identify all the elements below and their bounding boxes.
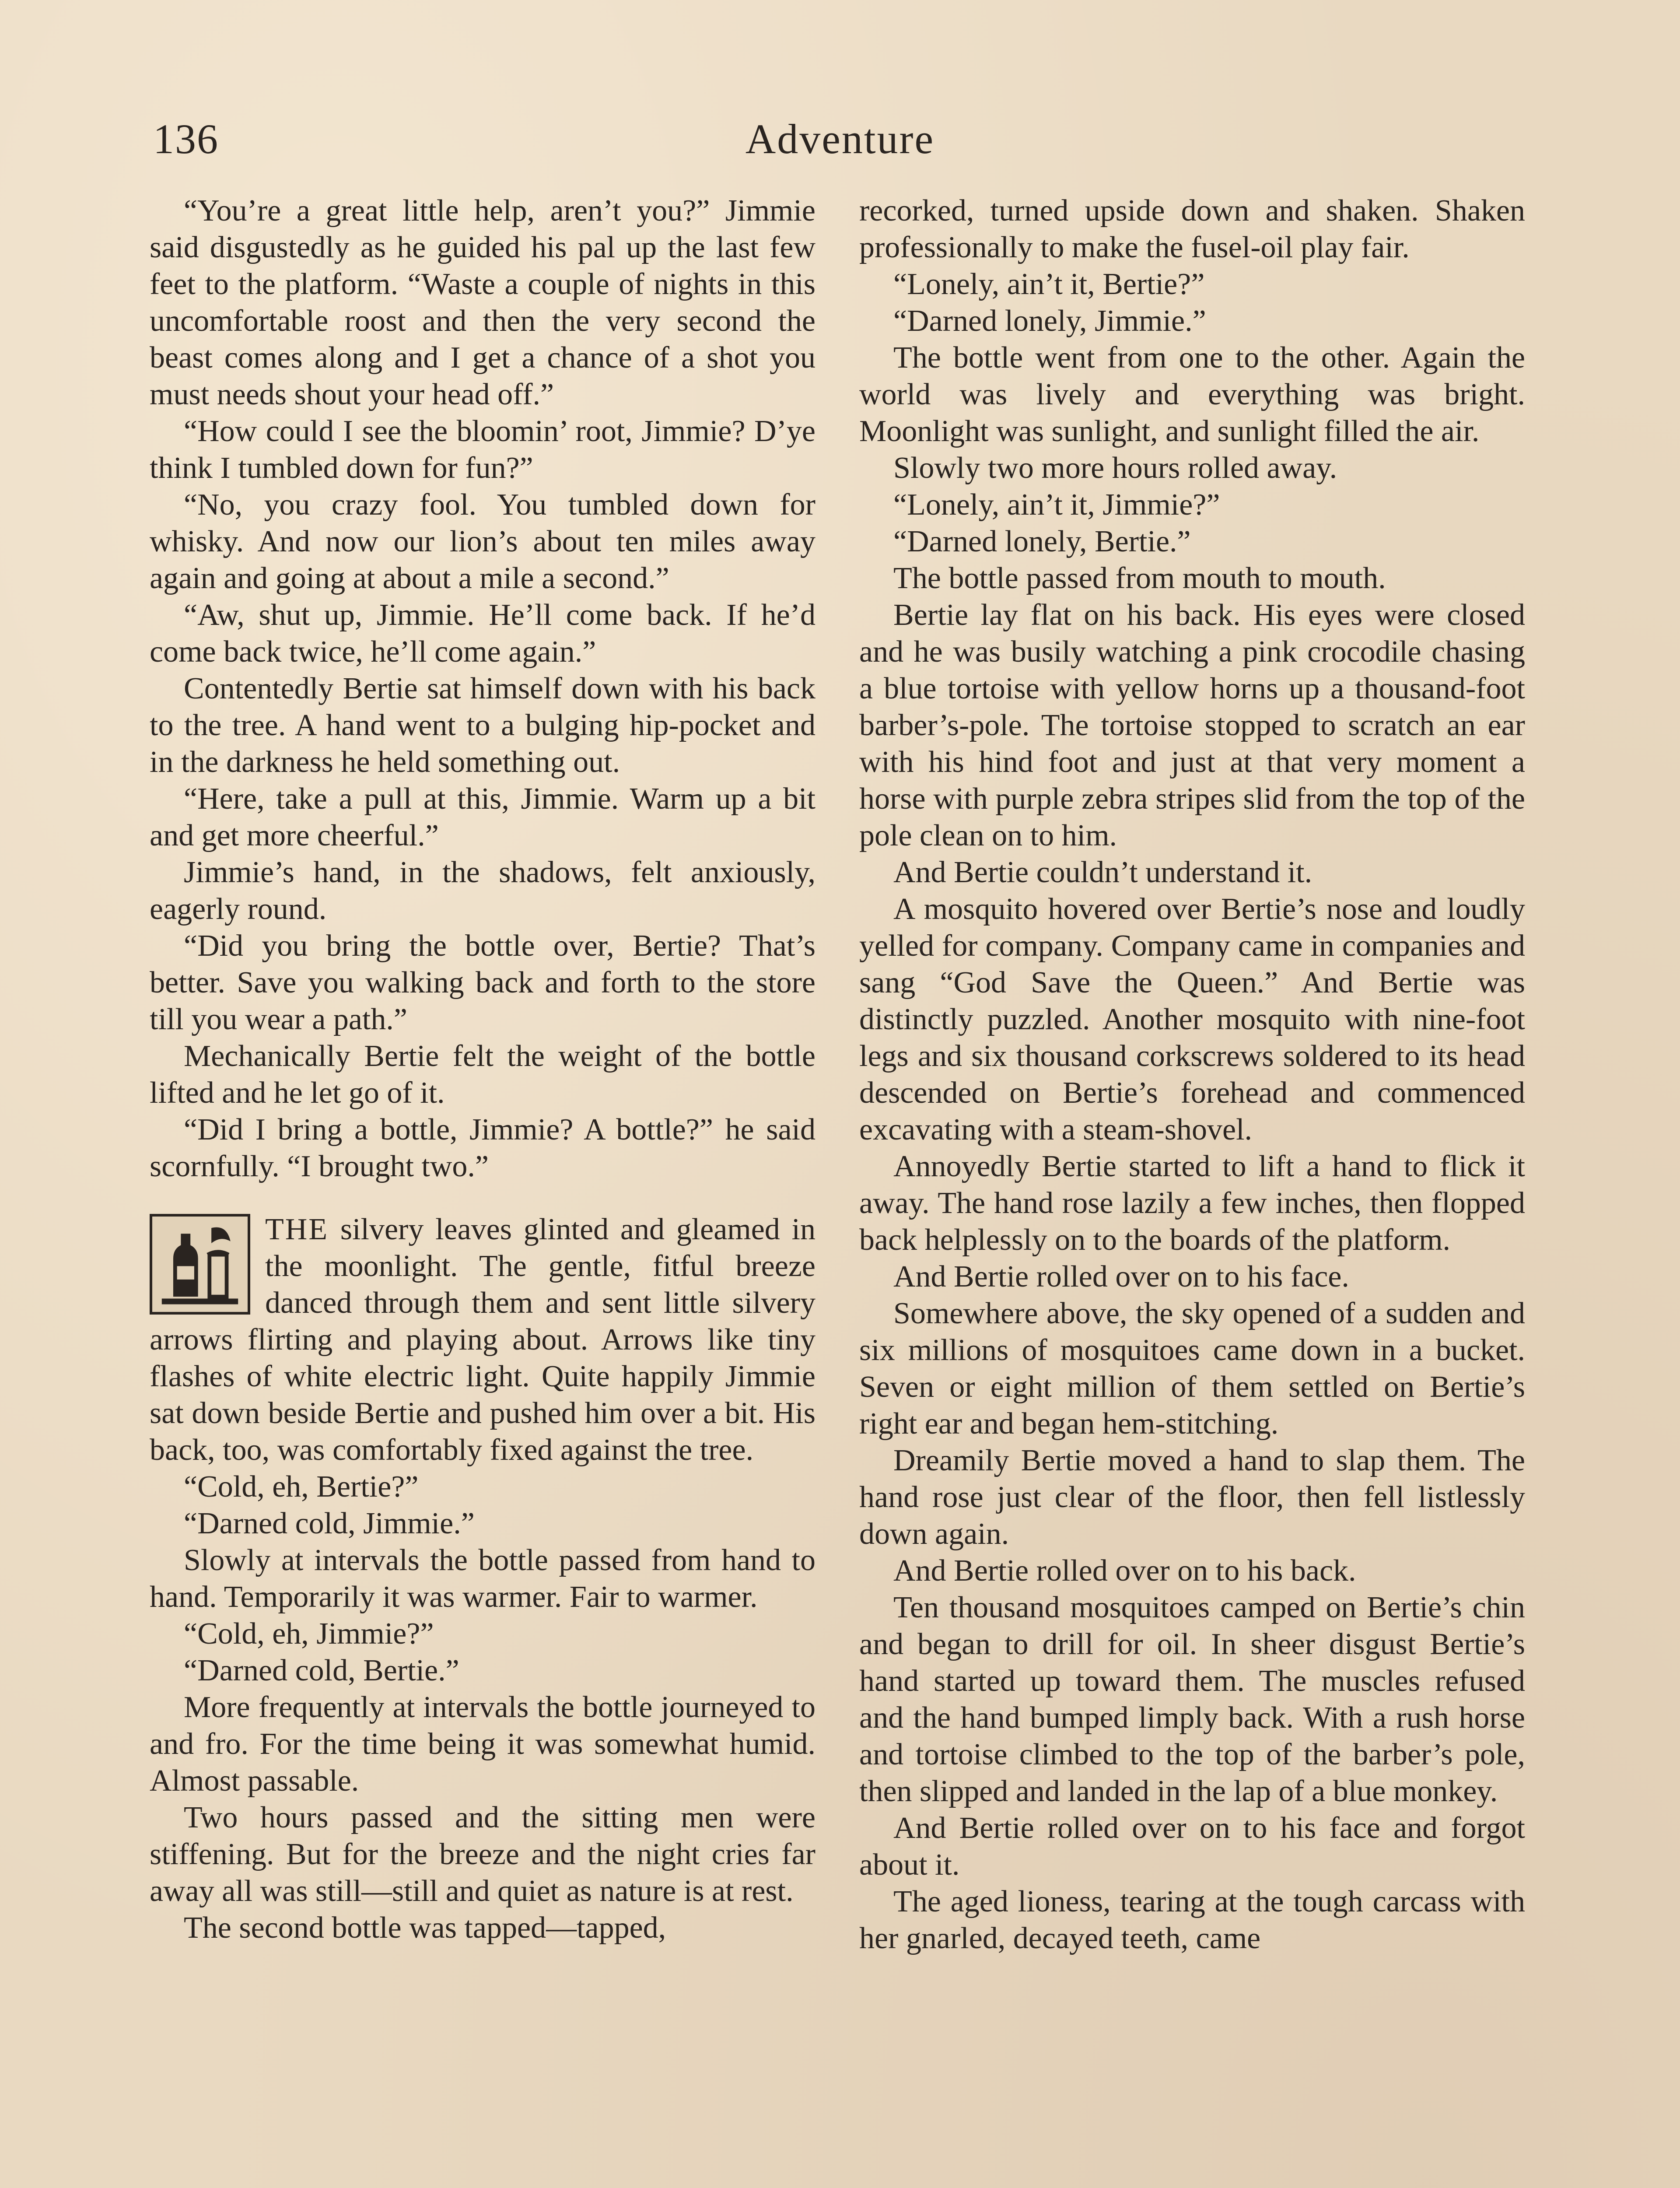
paragraph: And Bertie rolled over on to his back. — [893, 1554, 1356, 1588]
paragraph: Two hours passed and the sitting men were stiffening. But for the breeze and the night cries far away all was still—still and quiet as nature is at rest. — [150, 1801, 816, 1908]
paragraph: Somewhere above, the sky opened of a sudden and six millions of mosquitoes came down in a bucket. Seven or eight million of them settled on Bertie’s right ear and began hem-stitching. — [859, 1297, 1525, 1441]
paragraph: Dreamily Bertie moved a hand to slap them. The hand rose just clear of the floor, then fell listlessly down again. — [859, 1444, 1525, 1551]
paragraph: A mosquito hovered over Bertie’s nose and loudly yelled for company. Company came in companies and sang “God Save the Queen.” And Bertie was distinctly puzzled. Another mosquito with nine-foot legs and six thousand corkscrews soldered to its head descended on Bertie’s forehead and commenced excavating with a steam-shovel. — [859, 892, 1525, 1147]
section-paragraph-text: silvery leaves glinted and gleamed in the moonlight. The gentle, fitful breeze danced through them and sent little silvery arrows flirting and playing about. Arrows like tiny flashes of white electric light. Quite happily Jimmie sat down beside Bertie and pushed him over a bit. His back, too, was comfortably fixed against the tree. — [150, 1213, 816, 1467]
paragraph: Mechanically Bertie felt the weight of the bottle lifted and he let go of it. — [150, 1039, 816, 1110]
bottle-vignette-icon — [150, 1214, 250, 1315]
paragraph: “Lonely, ain’t it, Bertie?” — [893, 267, 1205, 301]
paragraph: “No, you crazy fool. You tumbled down for whisky. And now our lion’s about ten miles away again and going at about a mile a second.” — [150, 488, 816, 595]
paragraph: recorked, turned upside down and shaken. Shaken professionally to make the fusel-oil play fair. — [859, 194, 1525, 264]
paragraph: Contentedly Bertie sat himself down with his back to the tree. A hand went to a bulging hip-pocket and in the darkness he held something out. — [150, 672, 816, 779]
right-column — [859, 193, 1525, 1957]
paragraph: “Lonely, ain’t it, Jimmie?” — [893, 488, 1220, 522]
paragraph: The bottle passed from mouth to mouth. — [893, 561, 1386, 595]
paragraph: “Darned lonely, Jimmie.” — [893, 304, 1206, 338]
paragraph: “Cold, eh, Jimmie?” — [184, 1617, 434, 1651]
paragraph: “Did I bring a bottle, Jimmie? A bottle?” he said scornfully. “I brought two.” — [150, 1113, 816, 1183]
paragraph: “Did you bring the bottle over, Bertie? That’s better. Save you walking back and forth to the store till you wear a path.” — [150, 929, 816, 1036]
paragraph: Jimmie’s hand, in the shadows, felt anxiously, eagerly round. — [150, 856, 816, 926]
paragraph: “Darned cold, Jimmie.” — [184, 1507, 475, 1540]
running-title: Adventure — [745, 116, 935, 162]
paragraph: Annoyedly Bertie started to lift a hand to flick it away. The hand rose lazily a few inches, then flopped back helplessly on to the boards of the platform. — [859, 1150, 1525, 1257]
left-column — [150, 193, 816, 1946]
paragraph: And Bertie couldn’t understand it. — [893, 856, 1312, 889]
paragraph: The second bottle was tapped—tapped, — [184, 1911, 666, 1945]
paragraph: “Darned cold, Bertie.” — [184, 1654, 459, 1687]
paragraph: And Bertie rolled over on to his face and forgot about it. — [859, 1811, 1525, 1882]
paragraph: More frequently at intervals the bottle journeyed to and fro. For the time being it was somewhat humid. Almost passable. — [150, 1690, 816, 1798]
paragraph: The bottle went from one to the other. Again the world was lively and everything was bright. Moonlight was sunlight, and sunlight filled the air. — [859, 341, 1525, 448]
section-break-paragraph — [150, 1211, 816, 1469]
paragraph: “Darned lonely, Bertie.” — [893, 525, 1191, 558]
paragraph: Slowly two more hours rolled away. — [893, 451, 1337, 485]
paragraph: “Cold, eh, Bertie?” — [184, 1470, 419, 1504]
paragraph: And Bertie rolled over on to his face. — [893, 1260, 1349, 1294]
paragraph: Slowly at intervals the bottle passed from hand to hand. Temporarily it was warmer. Fair to warmer. — [150, 1543, 816, 1614]
page-header — [149, 115, 1531, 172]
paragraph: “You’re a great little help, aren’t you?” Jimmie said disgustedly as he guided his pal up the last few feet to the platform. “Waste a couple of nights in this uncomfortable roost and then the very second the beast comes along and I get a chance of a shot you must needs shout your head off.” — [150, 194, 816, 411]
lead-word: THE — [265, 1213, 329, 1246]
paragraph: Ten thousand mosquitoes camped on Bertie’s chin and began to drill for oil. In sheer disgust Bertie’s hand started up toward them. The muscles refused and the hand bumped limply back. With a rush horse and tortoise climbed to the top of the barber’s pole, then slipped and landed in the lap of a blue monkey. — [859, 1591, 1525, 1808]
paragraph: “Here, take a pull at this, Jimmie. Warm up a bit and get more cheerful.” — [150, 782, 816, 852]
paragraph: Bertie lay flat on his back. His eyes were closed and he was busily watching a pink crocodile chasing a blue tortoise with yellow horns up a thousand-foot barber’s-pole. The tortoise stopped to scratch an ear with his hind foot and just at that very moment a horse with purple zebra stripes slid from the top of the pole clean on to him. — [859, 598, 1525, 852]
page-number: 136 — [153, 116, 219, 162]
paragraph: The aged lioness, tearing at the tough carcass with her gnarled, decayed teeth, came — [859, 1885, 1525, 1955]
paragraph: “How could I see the bloomin’ root, Jimmie? D’ye think I tumbled down for fun?” — [150, 414, 816, 485]
paragraph: “Aw, shut up, Jimmie. He’ll come back. If he’d come back twice, he’ll come again.” — [150, 598, 816, 669]
